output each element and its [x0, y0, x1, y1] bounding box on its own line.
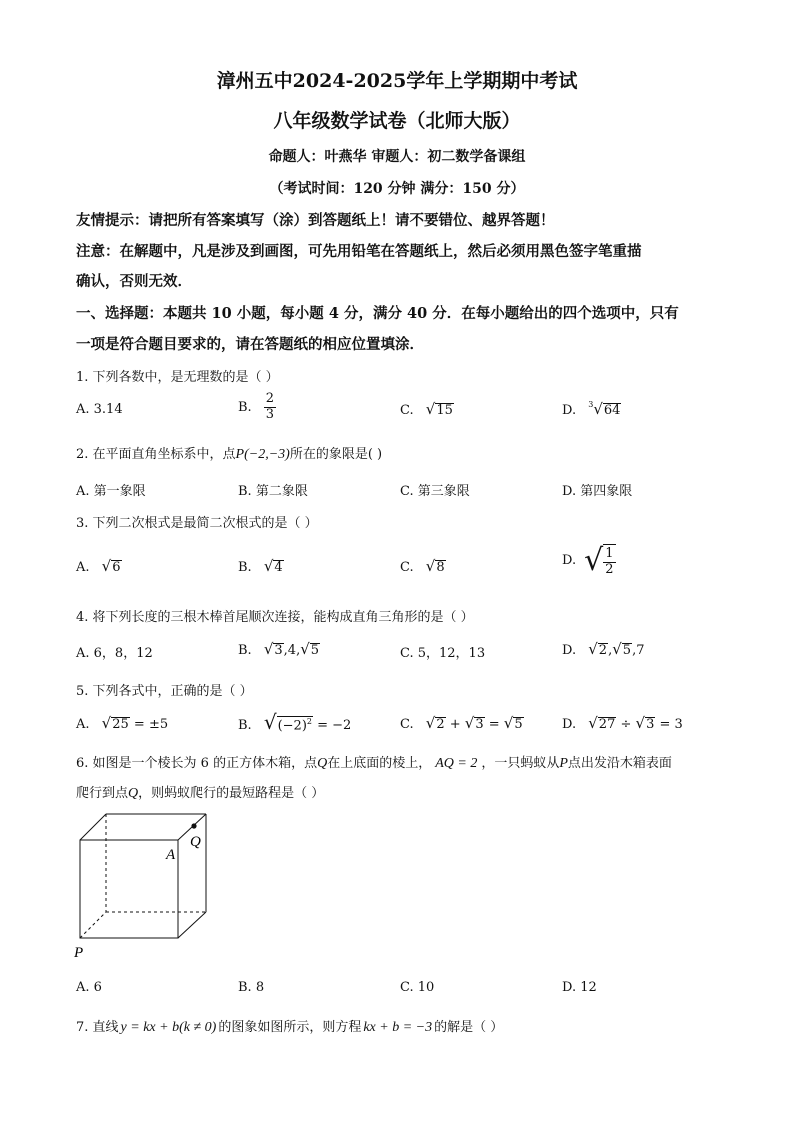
q5-option-d-divide: ÷: [616, 717, 636, 732]
question-5-stem: 5. 下列各式中，正确的是（ ）: [76, 684, 253, 699]
q7-eq-expr: kx + b = −3: [363, 1020, 433, 1035]
q3-option-d-label: D.: [562, 553, 577, 569]
q4-option-b-radicand-1: 3: [274, 643, 283, 658]
radical-icon: √: [263, 710, 277, 734]
q1-option-c: [400, 400, 454, 418]
q1-option-c-label: C.: [400, 403, 414, 418]
q6-option-b: B. 8: [238, 980, 265, 995]
q3-option-c-label: C.: [400, 560, 414, 575]
q4-option-d-radicand-1: 2: [598, 643, 608, 658]
q3-fraction-numerator: 1: [605, 546, 614, 561]
q6-stem-pre: 6. 如图是一个棱长为 6 的正方体木箱，点: [76, 756, 318, 771]
q3-option-c-radicand: 8: [436, 560, 445, 575]
radical-icon: √: [588, 640, 598, 658]
section-1-line-2: 一项是符合题目要求的，请在答题纸的相应位置填涂．: [76, 336, 424, 353]
q5-option-b-exponent: 2: [306, 716, 312, 726]
q3-option-c: [400, 557, 446, 575]
radical-icon: √: [263, 557, 274, 575]
q1-option-c-radicand: 15: [436, 403, 453, 418]
q3-option-b-label: B.: [238, 560, 252, 575]
q3-option-a-label: A.: [76, 560, 90, 575]
q2-option-b: B. 第二象限: [238, 484, 308, 499]
q1-option-b: [238, 392, 276, 423]
radical-icon: √: [612, 640, 622, 658]
q3-option-b-radicand: 4: [274, 560, 283, 575]
q4-option-d: [562, 640, 644, 658]
q5-option-c: [400, 714, 524, 732]
cube-bottom-right-edge: [178, 912, 206, 938]
q4-option-a: A. 6，8，12: [76, 646, 153, 661]
q3-fraction-denominator: 2: [605, 561, 614, 577]
q5-option-b-radicand: [277, 716, 313, 734]
q2-point: P(−2,−3): [235, 447, 290, 462]
q6-var-p: P: [559, 756, 568, 771]
q5-option-c-label: C.: [400, 717, 414, 732]
cube-label-p: P: [74, 945, 84, 961]
radical-icon: √: [635, 714, 646, 732]
cube-top-left-edge: [80, 814, 106, 840]
question-3-stem: 3. 下列二次根式是最简二次根式的是（ ）: [76, 516, 318, 531]
q5-option-c-radicand-1: 2: [436, 717, 445, 732]
q1-fraction-numerator: 2: [265, 391, 274, 406]
q6-stem-line2-pre: 爬行到点: [76, 786, 129, 801]
q6-stem-end: 点出发沿木箱表面: [567, 756, 672, 771]
q7-stem-mid: 的图象如图所示，则方程: [218, 1020, 362, 1035]
cube-label-a: A: [166, 847, 176, 863]
q3-option-a-radicand: 6: [112, 560, 121, 575]
q2-option-d: D. 第四象限: [562, 484, 633, 499]
q4-option-b-radicand-2: 5: [310, 643, 320, 658]
q7-stem-pre: 7. 直线: [76, 1020, 119, 1035]
radical-icon: √: [101, 557, 112, 575]
q5-option-d-label: D.: [562, 717, 577, 732]
q4-option-d-label: D.: [562, 643, 577, 658]
q3-option-d: [562, 544, 616, 578]
section-1-line-1: 一、选择题：本题共 10 小题，每小题 4 分，满分 40 分．在每小题给出的四个选项中，只有: [76, 305, 679, 322]
q5-option-b-inner: (−2): [277, 718, 307, 733]
question-6-stem-line-2: [76, 782, 324, 802]
q1-fraction-denominator: 3: [265, 406, 274, 422]
q6-var-q: Q: [317, 756, 328, 771]
q5-option-a-label: A.: [76, 717, 90, 732]
radical-icon: √: [588, 714, 598, 732]
q4-option-d-sep: ,: [608, 643, 613, 658]
q5-option-c-equals: =: [484, 717, 504, 732]
question-2-stem: [76, 443, 382, 463]
q4-option-d-radicand-2: 5: [622, 643, 632, 658]
cube-hidden-diagonal-edge: [80, 912, 106, 938]
q6-stem-post: ，一只蚂蚁从: [481, 756, 560, 771]
q6-option-c: C. 10: [400, 980, 435, 995]
question-6-stem-line-1: [76, 752, 672, 772]
q5-option-c-radicand-2: 3: [475, 717, 484, 732]
q6-var-q-2: Q: [128, 786, 139, 801]
q1-fraction: [264, 392, 276, 423]
q2-stem-post: 所在的象限是( ): [289, 447, 383, 462]
radical-icon: √: [584, 542, 604, 578]
radical-icon: √: [425, 400, 436, 418]
friendly-tip: 友情提示：请把所有答案填写（涂）到答题纸上！请不要错位、越界答题！: [76, 212, 555, 229]
q5-option-a: [76, 714, 168, 732]
q2-stem-pre: 2. 在平面直角坐标系中，点: [76, 447, 236, 462]
q1-option-d: [562, 400, 621, 418]
q4-option-c: C. 5，12，13: [400, 646, 486, 661]
point-q-dot: [191, 823, 196, 828]
q5-option-a-tail: = ±5: [129, 717, 169, 732]
radical-icon: √: [593, 400, 603, 418]
q4-option-d-tail: ,7: [632, 643, 645, 658]
q5-option-d: [562, 714, 683, 732]
q5-option-b-tail: = −2: [312, 718, 352, 733]
q6-option-d: D. 12: [562, 980, 597, 995]
exam-info: （考试时间：120 分钟 满分：150 分）: [269, 181, 525, 197]
q7-stem-post: 的解是（ ）: [434, 1020, 504, 1035]
radical-icon: √: [464, 714, 475, 732]
q1-option-d-label: D.: [562, 403, 577, 418]
notice-line-2: 确认，否则无效．: [76, 273, 192, 290]
radical-icon: √: [263, 640, 274, 658]
exam-subtitle: 八年级数学试卷（北师大版）: [273, 110, 521, 132]
q1-option-d-radicand: 64: [603, 403, 621, 418]
question-7-stem: [76, 1016, 503, 1036]
q2-option-c: C. 第三象限: [400, 484, 470, 499]
q5-option-c-plus: +: [445, 717, 465, 732]
q7-line-expr: y = kx + b(k ≠ 0): [120, 1020, 217, 1035]
q3-option-a: [76, 557, 122, 575]
q4-option-b: [238, 640, 320, 658]
q6-aq-expr: AQ = 2: [435, 756, 478, 771]
q6-option-a: A. 6: [76, 980, 102, 995]
q4-option-b-mid: ,4,: [283, 643, 301, 658]
q5-option-d-radicand-1: 27: [598, 717, 616, 732]
q2-option-a: A. 第一象限: [76, 484, 146, 499]
q3-fraction: [603, 544, 615, 578]
q1-option-a: A. 3.14: [76, 402, 123, 417]
q6-stem-line2-post: ，则蚂蚁爬行的最短路程是（ ）: [138, 786, 325, 801]
q1-option-b-label: B.: [238, 399, 252, 415]
q4-option-b-label: B.: [238, 643, 252, 658]
question-4-stem: 4. 将下列长度的三根木棒首尾顺次连接，能构成直角三角形的是（ ）: [76, 610, 474, 625]
notice-line-1: 注意：在解题中，凡是涉及到画图，可先用铅笔在答题纸上，然后必须用黑色签字笔重描: [76, 243, 642, 260]
radical-icon: √: [101, 714, 112, 732]
q5-option-b: [238, 710, 351, 734]
radical-icon: √: [425, 557, 436, 575]
cube-figure: [70, 810, 220, 962]
exam-title: 漳州五中2024-2025学年上学期期中考试: [216, 70, 578, 92]
q1-cube-root-index: 3: [588, 399, 594, 409]
q5-option-b-label: B.: [238, 718, 252, 733]
q5-option-d-radicand-2: 3: [646, 717, 655, 732]
radical-icon: √: [425, 714, 436, 732]
cube-label-q: Q: [190, 834, 201, 850]
q5-option-a-radicand: 25: [112, 717, 129, 732]
q6-stem-mid: 在上底面的棱上，: [327, 756, 432, 771]
q5-option-d-tail: = 3: [655, 717, 683, 732]
question-1-stem: 1. 下列各数中，是无理数的是（ ）: [76, 370, 279, 385]
exam-authors: 命题人：叶燕华 审题人：初二数学备课组: [268, 149, 526, 165]
radical-icon: √: [300, 640, 310, 658]
radical-icon: √: [503, 714, 514, 732]
q5-option-c-radicand-3: 5: [514, 717, 523, 732]
q3-option-b: [238, 557, 284, 575]
